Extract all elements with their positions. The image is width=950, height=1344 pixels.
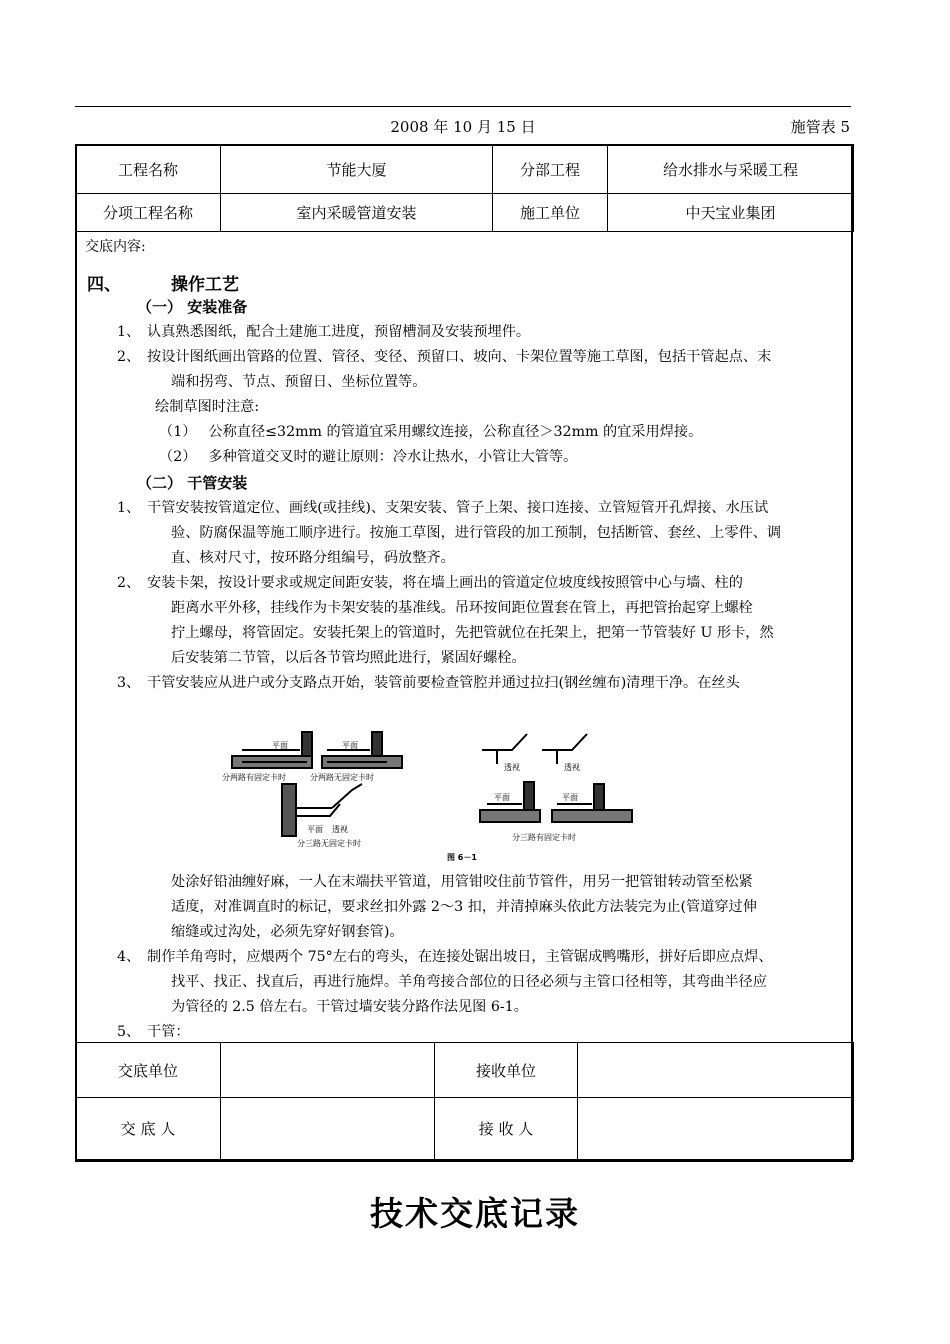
svg-text:平面: 平面	[272, 741, 288, 750]
subitem-label: 分项工程名称	[76, 194, 221, 232]
header-rule	[75, 106, 851, 107]
issuer-label: 交 底 人	[76, 1098, 221, 1160]
svg-text:平面: 平面	[562, 793, 578, 802]
contractor-label: 施工单位	[493, 194, 608, 232]
division-value: 给水排水与采暖工程	[608, 145, 854, 194]
svg-text:平面: 平面	[307, 825, 323, 834]
svg-text:图 6－1: 图 6－1	[447, 853, 477, 862]
note-label: 绘制草图时注意:	[155, 399, 260, 415]
page-title: 技术交底记录	[370, 1194, 580, 1233]
issuer-field[interactable]	[221, 1098, 435, 1160]
signature-table	[75, 1042, 854, 1160]
svg-text:分两路无固定卡时: 分两路无固定卡时	[310, 773, 374, 782]
list-item: 1、 干管安装按管道定位、画线(或挂线)、支架安装、管子上架、接口连接、立管短管开孔焊接、水压试 验、防腐保温等施工顺序进行。按施工草图，进行管段的加工预制，包括断管、套丝、上零件、调 直、核对尺寸，按环路分组编号，码放整齐。	[117, 500, 782, 566]
receiver-field[interactable]	[578, 1098, 854, 1160]
receiver-label: 接 收 人	[435, 1098, 578, 1160]
list-item: 5、 干管：	[117, 1024, 190, 1040]
list-item-continued: 处涂好铅油缠好麻，一人在末端扶平管道，用管钳咬住前节管件，用另一把管钳转动管至松紧 适度，对准调直时的标记，要求丝扣外露 2～3 扣，并清掉麻头依此方法装完为止(管道穿过伸 缩缝或过沟处，必须先穿好钢套管)。	[171, 874, 757, 940]
svg-text:平面: 平面	[494, 793, 510, 802]
subsection-main-pipe: （二） 干管安装	[137, 474, 248, 492]
svg-text:透视: 透视	[564, 763, 580, 772]
list-item: 2、 按设计图纸画出管路的位置、管径、变径、预留口、坡向、卡架位置等施工草图，包括干管起点、末 端和拐弯、节点、预留日、坐标位置等。	[117, 349, 772, 390]
form-number: 施管表 5	[790, 118, 850, 136]
subitem-value: 室内采暖管道安装	[221, 194, 493, 232]
section-heading	[87, 270, 239, 295]
note-item: （2） 多种管道交叉时的避让原则：冷水让热水，小管让大管等。	[159, 449, 578, 465]
svg-text:分三路有固定卡时: 分三路有固定卡时	[512, 833, 576, 842]
svg-text:分两路有固定卡时: 分两路有固定卡时	[222, 773, 286, 782]
division-label: 分部工程	[493, 145, 608, 194]
disclosure-content	[77, 232, 849, 1044]
svg-text:透视: 透视	[504, 763, 520, 772]
contractor-value: 中天宝业集团	[608, 194, 854, 232]
section-title: 操作工艺	[171, 275, 239, 295]
svg-text:分三路无固定卡时: 分三路无固定卡时	[297, 839, 361, 848]
project-name-label: 工程名称	[76, 145, 221, 194]
note-item: （1） 公称直径≤32mm 的管道宜采用螺纹连接，公称直径＞32mm 的宜采用焊接。	[159, 424, 703, 440]
receiver-unit-field[interactable]	[578, 1043, 854, 1098]
list-item: 3、 干管安装应从进户或分支路点开始，装管前要检查管腔并通过拉扫(钢丝缠布)清理干净。在丝头	[117, 675, 740, 691]
project-info-table	[75, 144, 854, 232]
issuer-unit-field[interactable]	[221, 1043, 435, 1098]
list-item: 2、 安装卡架，按设计要求或规定间距安装，将在墙上画出的管道定位坡度线按照管中心与墙、柱的 距离水平外移，挂线作为卡架安装的基准线。吊环按间距位置套在管上，再把管抬起穿上螺栓 拧上螺母，将管固定。安装托架上的管道时，先把管就位在托架上，把第一节管装好 U 形卡，然 后安装第二节管，以后各节管均照此进行，紧固好螺栓。	[117, 575, 774, 666]
issuer-unit-label: 交底单位	[76, 1043, 221, 1098]
svg-text:平面: 平面	[342, 741, 358, 750]
content-label: 交底内容:	[85, 239, 146, 255]
section-number: 四、	[87, 275, 121, 295]
receiver-unit-label: 接收单位	[435, 1043, 578, 1098]
svg-text:透视: 透视	[332, 825, 348, 834]
list-item: 1、 认真熟悉图纸，配合土建施工进度，预留槽洞及安装预埋件。	[117, 324, 531, 340]
list-item: 4、 制作羊角弯时，应煨两个 75°左右的弯头，在连接处锯出坡日，主管锯成鸭嘴形，拼好后即应点焊、 找平、找正、找直后，再进行施焊。羊角弯接合部位的日径必须与主管口径相等，其弯曲半径应 为管径的 2.5 倍左右。干管过墙安装分路作法见图 6-1。	[117, 949, 773, 1015]
subsection-prep: （一） 安装准备	[137, 298, 248, 316]
pipe-branch-figure	[212, 712, 712, 862]
record-date: 2008 年 10 月 15 日	[390, 118, 536, 136]
project-name-value: 节能大厦	[221, 145, 493, 194]
